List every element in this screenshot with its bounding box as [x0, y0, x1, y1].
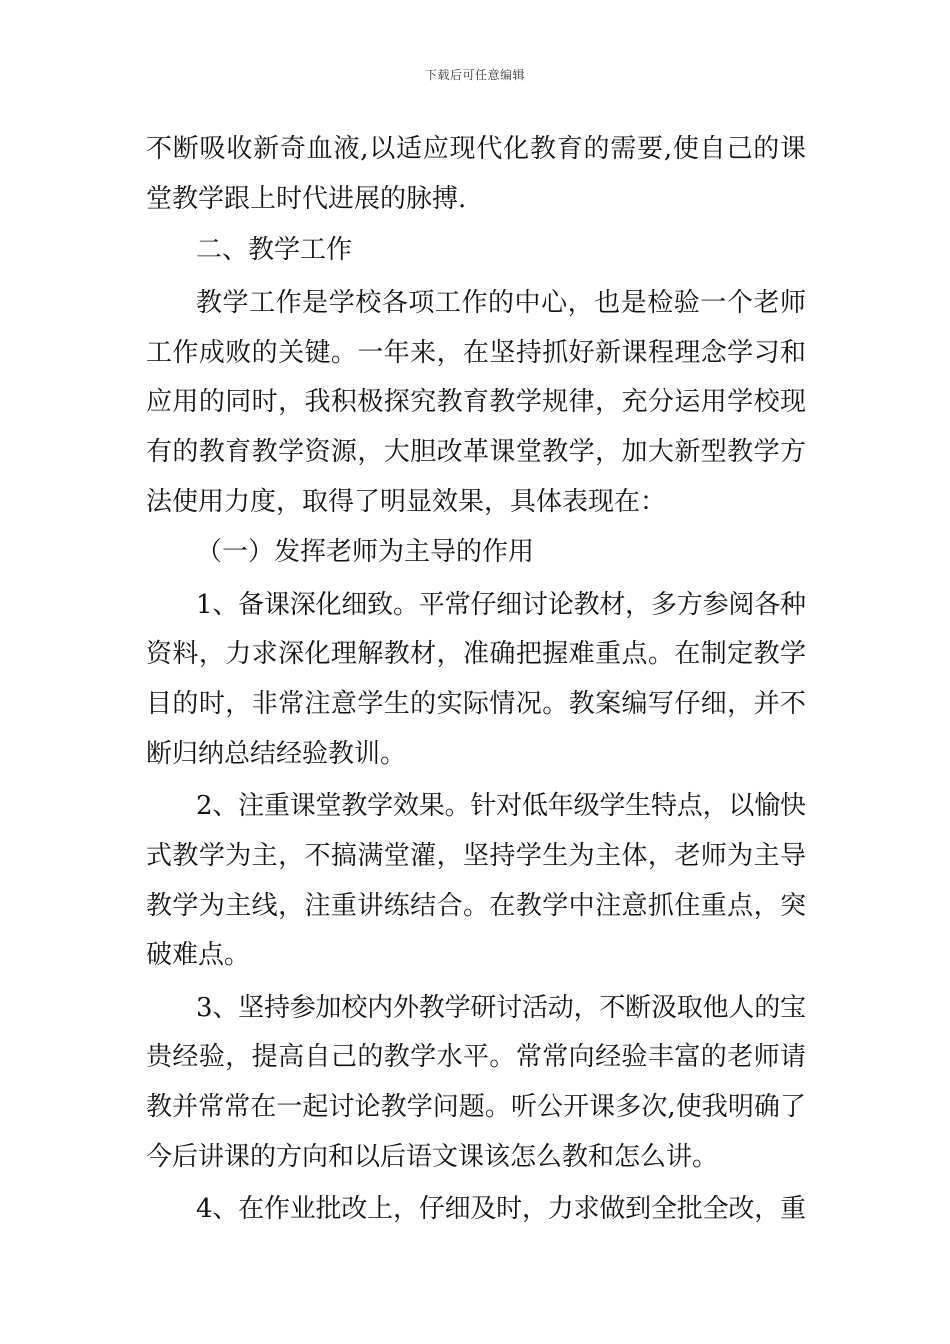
text-line: 3、坚持参加校内外教学研讨活动，不断汲取他人的宝: [196, 993, 806, 1023]
section-heading: 二、教学工作: [196, 235, 353, 265]
text-line: 资料，力求深化理解教材，准确把握难重点。在制定教学: [146, 639, 807, 669]
text-line: 教学为主线，注重讲练结合。在教学中注意抓住重点，突: [146, 891, 807, 921]
subsection-heading: （一）发挥老师为主导的作用: [196, 537, 535, 567]
text-line: 堂教学跟上时代进展的脉搏.: [146, 184, 467, 214]
text-line: 破难点。: [146, 940, 251, 970]
text-line: 有的教育教学资源，大胆改革课堂教学，加大新型教学方: [146, 437, 807, 467]
text-line: 2、注重课堂教学效果。针对低年级学生特点，以愉快: [196, 791, 806, 821]
text-line: 不断吸收新奇血液,以适应现代化教育的需要,使自己的课: [146, 134, 807, 164]
text-line: 应用的同时，我积极探究教育教学规律，充分运用学校现: [146, 387, 807, 417]
text-line: 断归纳总结经验教训。: [146, 739, 407, 769]
page-header: 下载后可任意编辑: [424, 68, 525, 82]
text-line: 今后讲课的方向和以后语文课该怎么教和怎么讲。: [146, 1142, 719, 1172]
text-line: 贵经验，提高自己的教学水平。常常向经验丰富的老师请: [146, 1042, 807, 1072]
text-line: 1、备课深化细致。平常仔细讨论教材，多方参阅各种: [196, 590, 806, 620]
text-line: 式教学为主，不搞满堂灌，坚持学生为主体，老师为主导: [146, 841, 807, 871]
text-line: 4、在作业批改上，仔细及时，力求做到全批全改，重: [196, 1194, 806, 1224]
text-line: 教学工作是学校各项工作的中心，也是检验一个老师: [196, 288, 807, 318]
text-line: 目的时，非常注意学生的实际情况。教案编写仔细，并不: [146, 689, 807, 719]
text-line: 工作成败的关键。一年来，在坚持抓好新课程理念学习和: [146, 338, 807, 368]
text-line: 法使用力度，取得了明显效果，具体表现在：: [146, 487, 667, 517]
text-line: 教并常常在一起讨论教学问题。听公开课多次,使我明确了: [146, 1092, 807, 1122]
